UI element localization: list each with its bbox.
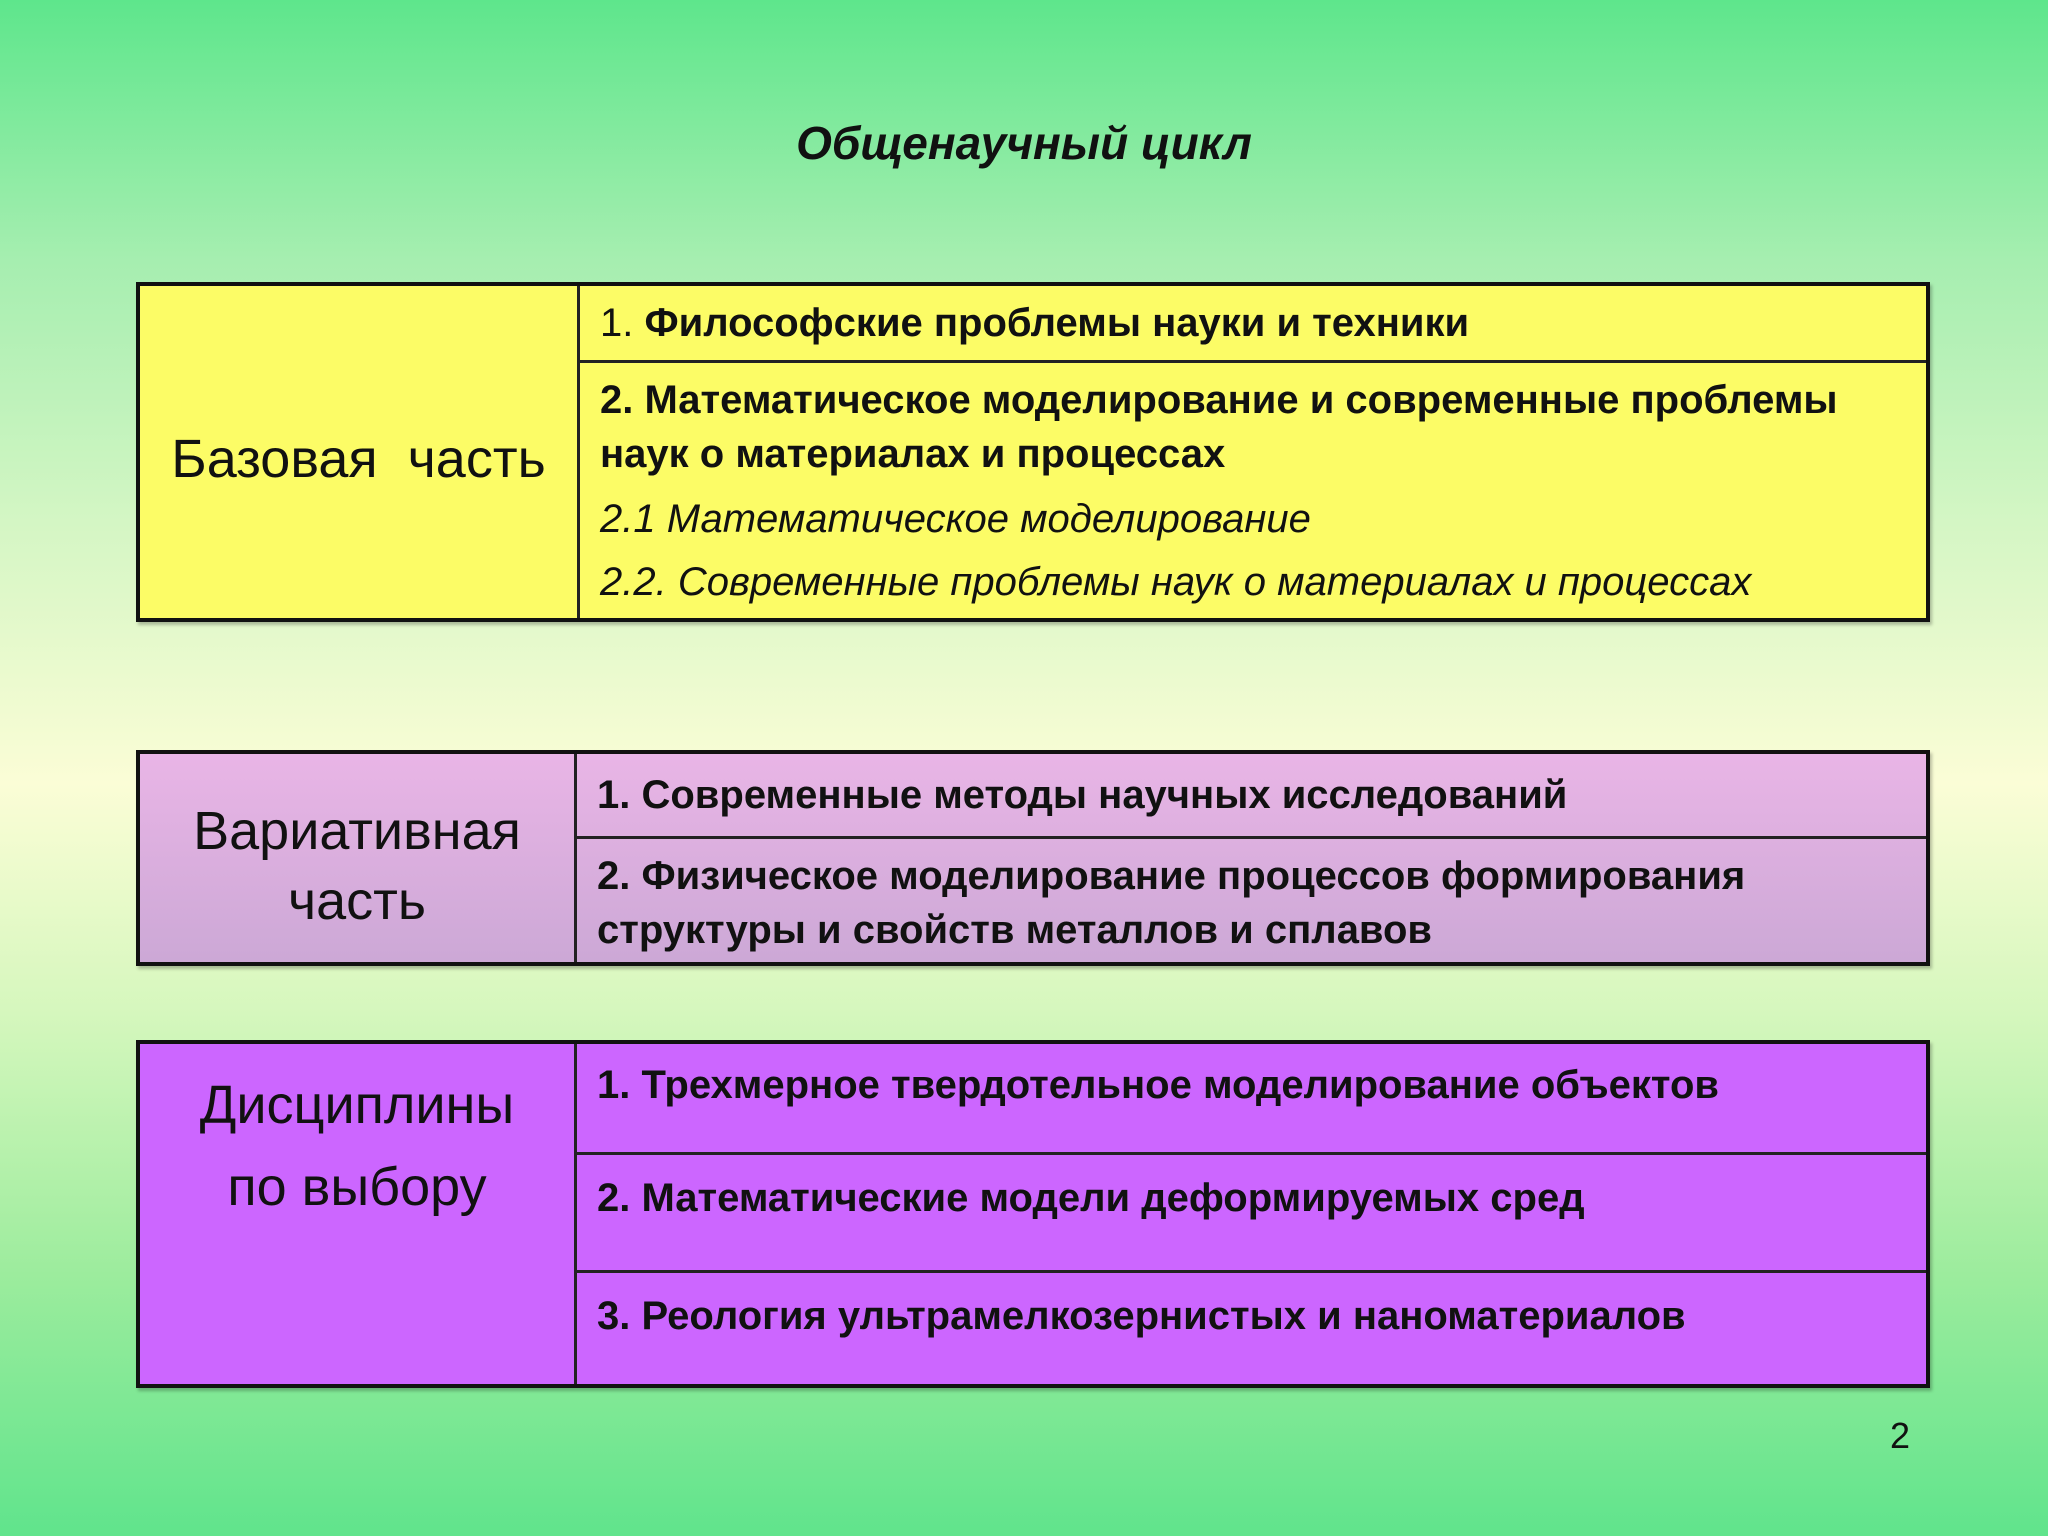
electives-label: Дисциплины по выбору bbox=[199, 1075, 515, 1217]
electives-items bbox=[577, 1044, 1926, 1384]
variable-part-item-1: 1. Современные методы научных исследований bbox=[597, 773, 1568, 817]
base-part-items bbox=[580, 286, 1926, 618]
base-part-label-cell bbox=[140, 286, 580, 618]
variable-part-block bbox=[136, 750, 1930, 966]
electives-label-cell bbox=[140, 1044, 577, 1384]
electives-item-1: 1. Трехмерное твердотельное моделирование объектов bbox=[597, 1063, 1719, 1107]
page-number: 2 bbox=[1890, 1415, 1911, 1456]
base-part-item-1 bbox=[580, 286, 1926, 360]
slide-title: Общенаучный цикл bbox=[796, 117, 1252, 169]
base-part-item-1-number: 1. bbox=[600, 301, 645, 345]
base-part-block bbox=[136, 282, 1930, 622]
base-part-subitem-2-1: 2.1 Математическое моделирование bbox=[600, 497, 1311, 541]
base-part-subitem-2-2: 2.2. Современные проблемы наук о материалах и процессах bbox=[600, 560, 1752, 604]
electives-item-3: 3. Реология ультрамелкозернистых и наноматериалов bbox=[577, 1270, 1926, 1384]
variable-part-label-cell bbox=[140, 754, 577, 962]
variable-part-label: Вариативная часть bbox=[193, 801, 521, 931]
base-part-item-1-text: Философские проблемы науки и техники bbox=[644, 301, 1470, 345]
base-part-item-2 bbox=[580, 360, 1926, 618]
electives-block bbox=[136, 1040, 1930, 1388]
variable-part-items bbox=[577, 754, 1926, 962]
base-part-label: Базовая часть bbox=[171, 429, 546, 489]
electives-item-2: 2. Математические модели деформируемых сред bbox=[577, 1152, 1926, 1270]
variable-part-item-2: 2. Физическое моделирование процессов формирования структуры и свойств металлов и сплавов bbox=[577, 836, 1926, 962]
base-part-item-2-text: 2. Математическое моделирование и современные проблемы наук о материалах и процессах bbox=[600, 378, 1838, 476]
